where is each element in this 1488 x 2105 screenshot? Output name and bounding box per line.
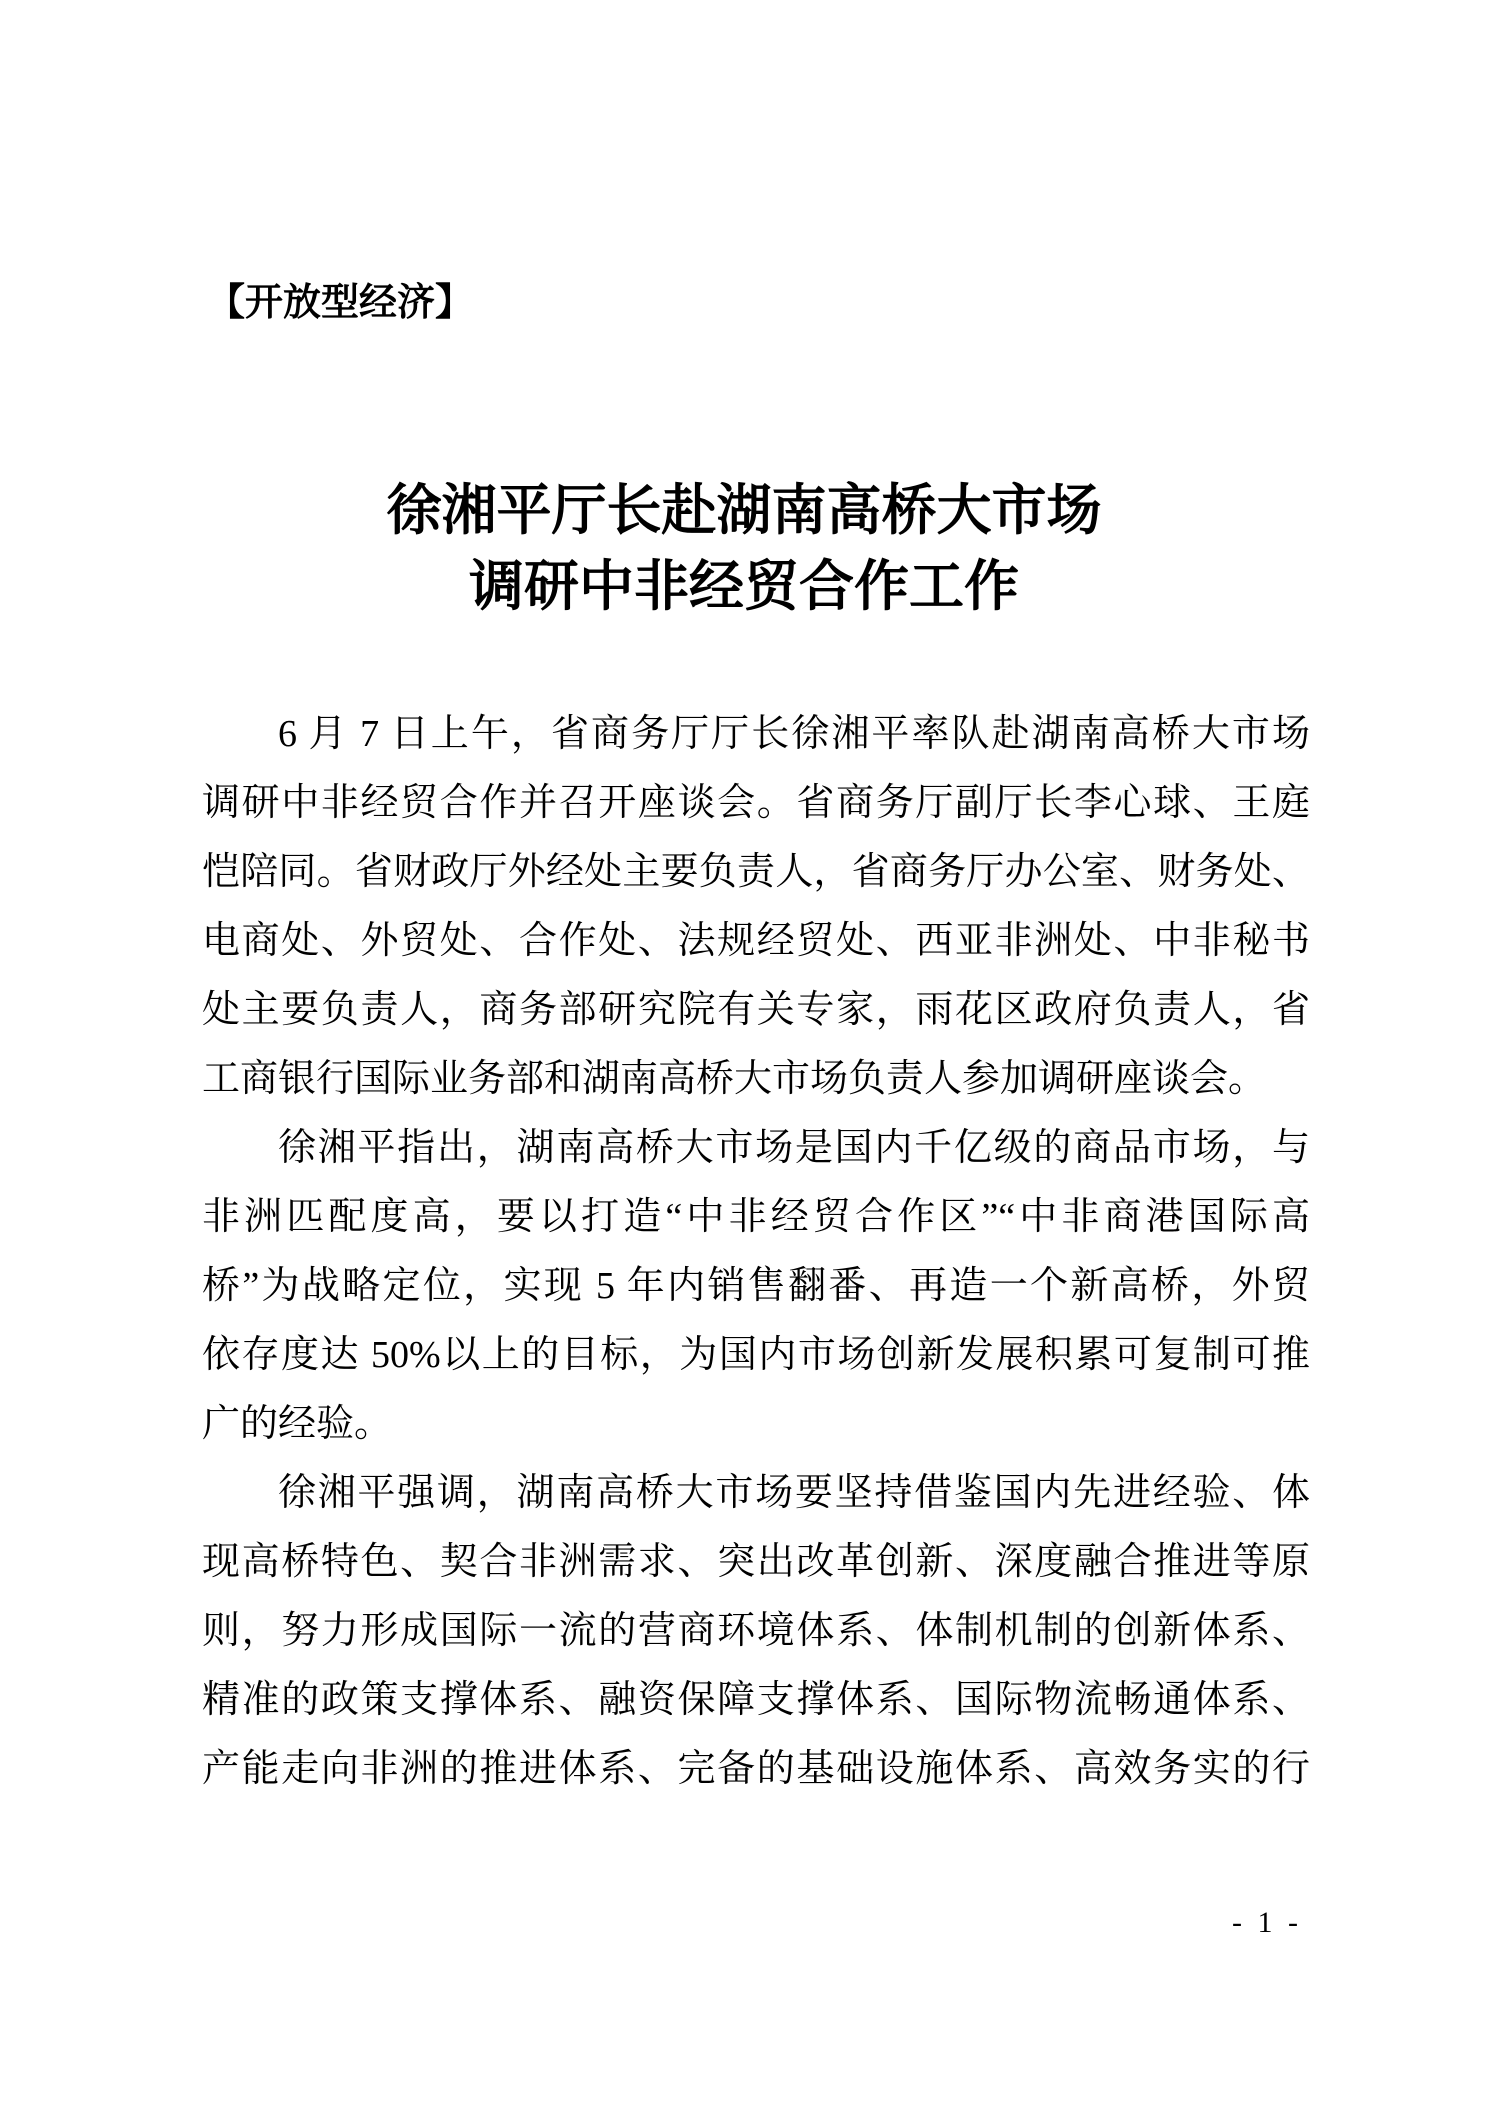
title-line-1: 徐湘平厅长赴湖南高桥大市场 [386, 480, 1102, 541]
text-line: 则，努力形成国际一流的营商环境体系、体制机制的创新体系、 [202, 1610, 1310, 1652]
text-line: 徐湘平指出，湖南高桥大市场是国内千亿级的商品市场，与 [278, 1127, 1310, 1169]
text-line: 徐湘平强调，湖南高桥大市场要坚持借鉴国内先进经验、体 [278, 1472, 1310, 1514]
text-line: 调研中非经贸合作并召开座谈会。省商务厅副厅长李心球、王庭 [202, 782, 1310, 824]
document-title [0, 473, 1488, 625]
text-line: 恺陪同。省财政厅外经处主要负责人，省商务厅办公室、财务处、 [202, 851, 1310, 893]
page-number: - 1 - [1232, 1906, 1302, 1939]
text-line: 桥”为战略定位，实现 5 年内销售翻番、再造一个新高桥，外贸 [202, 1265, 1310, 1307]
text-line: 非洲匹配度高，要以打造“中非经贸合作区”“中非商港国际高 [202, 1196, 1310, 1238]
body-text [202, 700, 1310, 1804]
title-line-2: 调研中非经贸合作工作 [468, 556, 1019, 617]
text-line: 依存度达 50%以上的目标，为国内市场创新发展积累可复制可推 [202, 1334, 1310, 1376]
text-line: 现高桥特色、契合非洲需求、突出改革创新、深度融合推进等原 [202, 1541, 1310, 1583]
text-line: 工商银行国际业务部和湖南高桥大市场负责人参加调研座谈会。 [202, 1058, 1267, 1100]
text-line: 6 月 7 日上午，省商务厅厅长徐湘平率队赴湖南高桥大市场 [278, 713, 1310, 755]
text-line: 电商处、外贸处、合作处、法规经贸处、西亚非洲处、中非秘书 [202, 920, 1310, 962]
text-line: 产能走向非洲的推进体系、完备的基础设施体系、高效务实的行 [202, 1748, 1310, 1790]
text-line: 广的经验。 [202, 1403, 393, 1445]
text-line: 精准的政策支撑体系、融资保障支撑体系、国际物流畅通体系、 [202, 1679, 1310, 1721]
text-line: 处主要负责人，商务部研究院有关专家，雨花区政府负责人，省 [202, 989, 1310, 1031]
section-header: 【开放型经济】 [207, 282, 474, 324]
